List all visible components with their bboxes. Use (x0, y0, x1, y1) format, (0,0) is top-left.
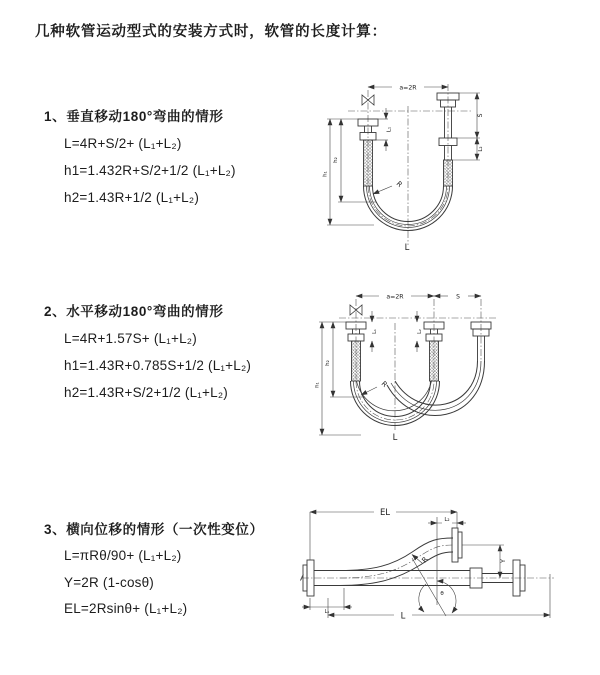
dim-label-l2: L₂ (478, 146, 484, 152)
section-2-formula-h2: h2=1.43R+S/2+1/2 (L₁+L₂) (64, 385, 228, 400)
section-3-formula-Y: Y=2R (1-cosθ) (64, 575, 155, 590)
braid-section (352, 341, 361, 381)
upper-flange (452, 528, 462, 562)
radius-label: R (379, 379, 389, 389)
dim-label-s: S (456, 293, 460, 301)
length-label: L (400, 611, 406, 622)
dim-label-el: EL (379, 508, 391, 518)
dim-label-s: S (477, 113, 484, 118)
section-1-heading: 1、垂直移动180°弯曲的情形 (44, 109, 224, 124)
dim-label-l1: L₁ (324, 609, 330, 615)
radius-label: R (394, 179, 404, 189)
braid-section (364, 140, 373, 186)
page-title: 几种软管运动型式的安装方式时，软管的长度计算： (35, 24, 387, 40)
dim-label-l2: L₂ (444, 517, 450, 523)
braid-section (430, 341, 439, 381)
length-label: L (404, 243, 410, 253)
dimension-lines (319, 293, 481, 435)
braid-section (444, 160, 453, 186)
dim-label-l2: L₂ (417, 329, 423, 334)
diagram-lateral-displacement (300, 498, 600, 648)
dim-label-h2: h₂ (325, 360, 331, 366)
dim-label-a2r: a=2R (399, 84, 417, 92)
section-3-formula-L: L=πRθ/90+ (L₁+L₂) (64, 548, 182, 563)
dim-label-h2: h₂ (333, 157, 339, 163)
angle-label: θ (440, 591, 444, 597)
section-3-heading: 3、横向位移的情形（一次性变位） (44, 522, 264, 537)
section-1-formula-h2: h2=1.43R+1/2 (L₁+L₂) (64, 190, 200, 205)
dim-label-a2r: a=2R (386, 293, 404, 301)
dim-label-l1: L₁ (372, 329, 378, 334)
dim-label-h1: h₁ (315, 382, 321, 388)
dim-label-l1: L₁ (386, 126, 393, 133)
dim-label-y: Y (499, 559, 507, 563)
hose-displaced-position (340, 538, 453, 586)
section-2-formula-h1: h1=1.43R+0.785S+1/2 (L₁+L₂) (64, 358, 252, 373)
section-2-formula-L: L=4R+1.57S+ (L₁+L₂) (64, 331, 197, 346)
dimension-lines (327, 84, 480, 225)
section-3-formula-EL: EL=2Rsinθ+ (L₁+L₂) (64, 601, 188, 616)
radius-label: R (420, 555, 430, 565)
section-1-formula-L: L=4R+S/2+ (L₁+L₂) (64, 136, 182, 151)
dim-label-h1: h₁ (322, 171, 329, 177)
diagram-horizontal-180-bend (315, 283, 595, 460)
length-label: L (392, 433, 398, 443)
diagram-vertical-180-bend (322, 78, 500, 254)
section-2-heading: 2、水平移动180°弯曲的情形 (44, 304, 224, 319)
section-1-formula-h1: h1=1.432R+S/2+1/2 (L₁+L₂) (64, 163, 236, 178)
